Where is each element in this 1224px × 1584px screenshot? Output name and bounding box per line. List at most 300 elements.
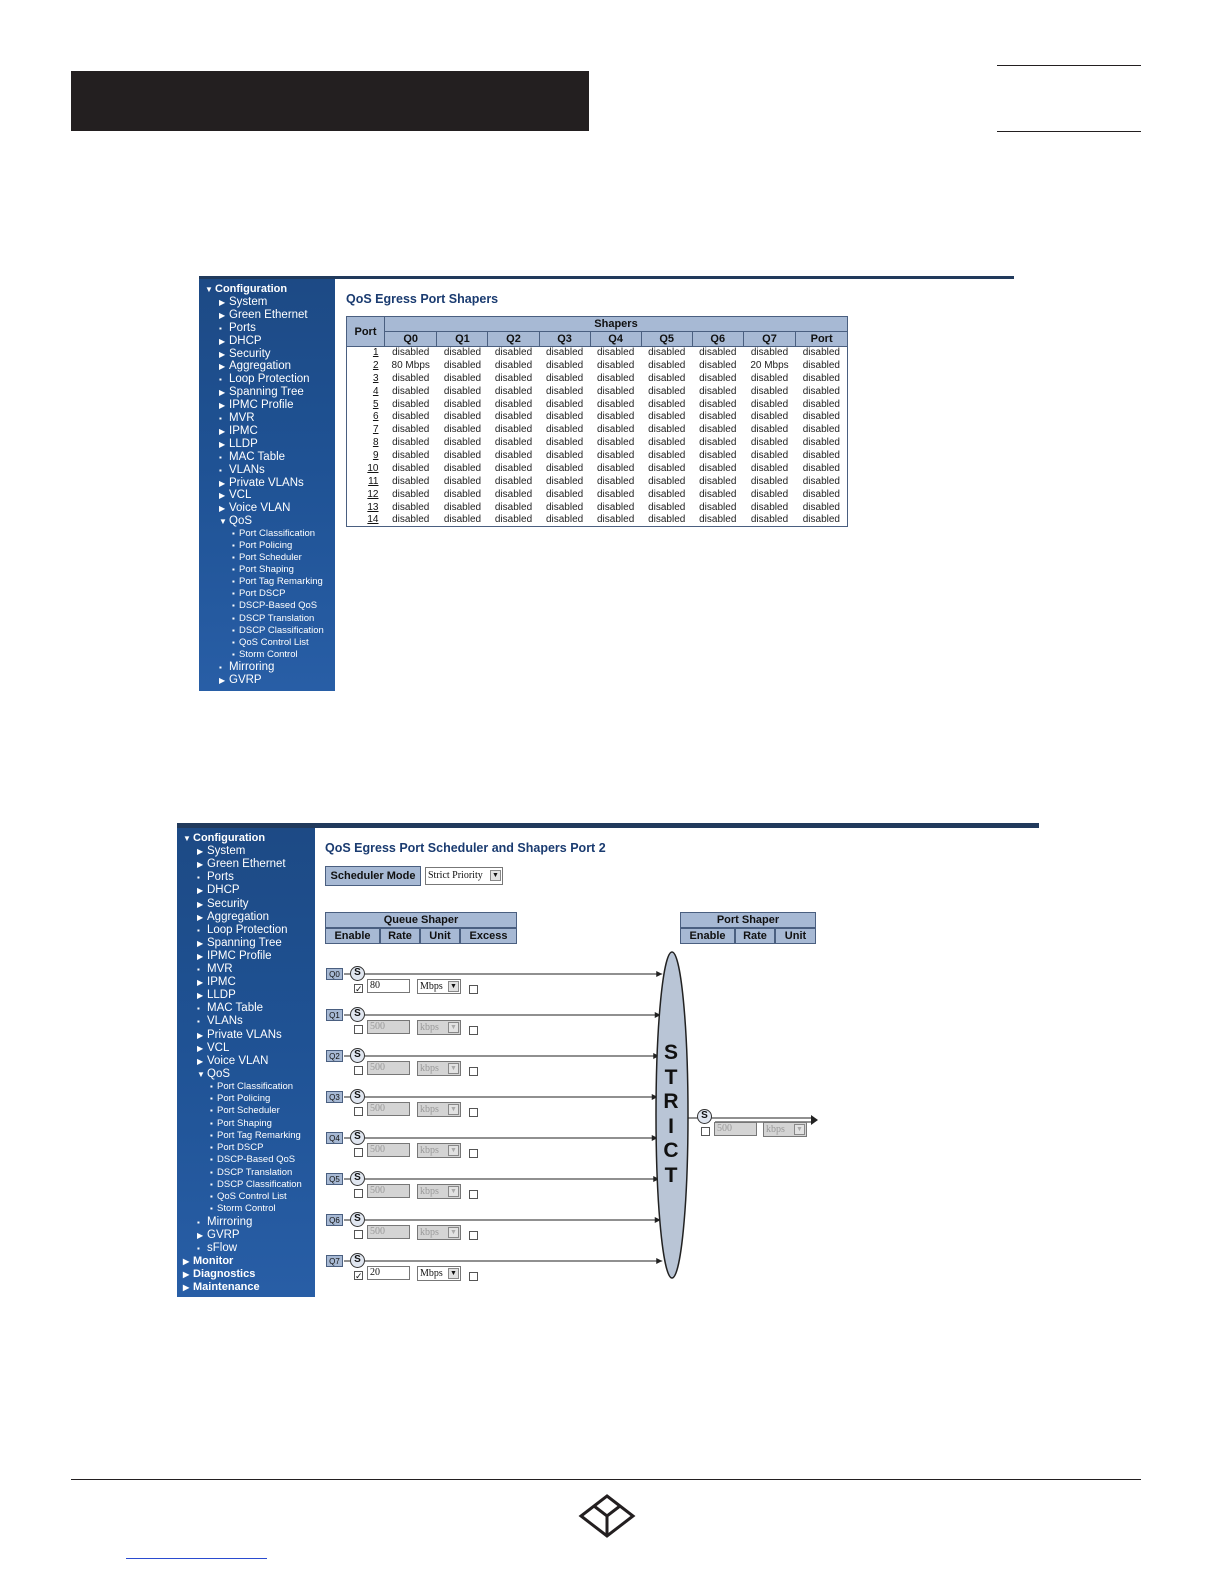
strict-letter: R: [663, 1090, 679, 1113]
nav-item-dhcp-label: DHCP: [229, 334, 262, 347]
shaper-cell: disabled: [750, 398, 789, 410]
shaper-cell: disabled: [750, 437, 789, 449]
nav-item-loop-protection-label: Loop Protection: [207, 923, 288, 936]
bullet-icon: ▪: [232, 613, 235, 623]
nav-item-ports[interactable]: [219, 322, 256, 334]
shaper-cell: disabled: [597, 411, 635, 423]
bullet-icon: ▪: [197, 925, 200, 935]
port-link[interactable]: 6: [372, 411, 379, 423]
shaper-cell: disabled: [597, 450, 635, 462]
nav-item-lldp-label: LLDP: [229, 437, 258, 450]
shaper-cell: disabled: [392, 450, 430, 462]
nav-subitem-port-shaping-label: Port Shaping: [217, 1117, 272, 1129]
column-header-q4: Q4: [590, 332, 641, 347]
nav-item-ipmc-profile[interactable]: [219, 399, 294, 411]
bullet-icon: ▪: [197, 1004, 200, 1014]
queue-unit-select[interactable]: [417, 1061, 461, 1076]
nav-item-qos-label: QoS: [207, 1067, 231, 1080]
company-logo: [578, 1493, 636, 1539]
shaper-cell: disabled: [750, 385, 789, 397]
table-row: [347, 385, 848, 398]
nav-item-spanning-tree-label: Spanning Tree: [207, 936, 282, 949]
shaper-cell: disabled: [648, 462, 686, 474]
nav-item-private-vlans[interactable]: [219, 477, 304, 489]
shaper-cell: disabled: [545, 437, 584, 449]
shaper-cell: disabled: [648, 514, 686, 526]
nav-item-dhcp[interactable]: [219, 335, 262, 347]
shaper-cell: disabled: [392, 398, 430, 410]
shaper-cell: disabled: [802, 514, 840, 526]
shaper-cell: disabled: [545, 359, 584, 371]
shaper-cell: disabled: [802, 450, 840, 462]
shaper-cell: disabled: [648, 437, 686, 449]
queue-unit-value: kbps: [420, 1104, 439, 1115]
queue-enable-checkbox[interactable]: [354, 1066, 363, 1075]
queue-rows: [177, 823, 1039, 1297]
queue-unit-select[interactable]: [417, 1143, 461, 1158]
shaper-cell: disabled: [597, 372, 635, 384]
arrow-right-icon: ▶: [219, 388, 226, 398]
arrow-right-icon: ▶: [197, 886, 204, 896]
port-shaper-unit-select[interactable]: [763, 1122, 807, 1137]
nav-subitem-port-dscp[interactable]: [232, 588, 285, 599]
shaper-cell: 20 Mbps: [750, 359, 789, 371]
queue-label-q6: Q6: [326, 1214, 343, 1226]
nav-item-ports-label: Ports: [207, 871, 234, 884]
chevron-down-icon: ▼: [448, 981, 459, 992]
nav-item-mvr-label: MVR: [207, 963, 233, 975]
column-header-rate: Rate: [380, 928, 420, 944]
shaper-cell: disabled: [443, 372, 482, 384]
table-row: [347, 501, 848, 514]
queue-label-q2: Q2: [326, 1050, 343, 1062]
nav-item-green-ethernet-label: Green Ethernet: [229, 308, 308, 321]
bullet-icon: ▪: [232, 565, 235, 575]
shaper-cell: disabled: [648, 398, 686, 410]
nav-item-vlans[interactable]: [219, 464, 265, 476]
port-link[interactable]: 9: [372, 450, 379, 462]
table-row: [347, 424, 848, 437]
arrow-down-icon: ▼: [183, 834, 191, 843]
nav-subitem-port-shaping-label: Port Shaping: [239, 564, 294, 576]
nav-item-mirroring-label: Mirroring: [229, 660, 275, 673]
arrow-right-icon: ▶: [219, 310, 226, 320]
nav-item-ipmc[interactable]: [219, 425, 258, 437]
shaper-cell: disabled: [699, 424, 737, 436]
nav-configuration-label: Configuration: [193, 832, 266, 844]
shaper-symbol: S: [350, 1171, 365, 1186]
shaper-cell: disabled: [443, 488, 482, 500]
shaper-cell: disabled: [802, 437, 840, 449]
arrow-right-icon: ▶: [219, 439, 226, 449]
shaper-cell: disabled: [443, 437, 482, 449]
nav-sidebar: [199, 279, 335, 691]
queue-enable-checkbox[interactable]: [354, 1107, 363, 1116]
bullet-icon: ▪: [232, 553, 235, 563]
queue-rate-input[interactable]: 500: [367, 1225, 410, 1239]
queue-unit-select[interactable]: [417, 1184, 461, 1199]
nav-item-gvrp-label: GVRP: [229, 673, 262, 686]
nav-subitem-dscp-classification[interactable]: [232, 625, 324, 636]
arrow-right-icon: ▶: [219, 349, 226, 359]
shaper-cell: disabled: [443, 501, 482, 513]
page-title: QoS Egress Port Scheduler and Shapers Port 2: [325, 841, 606, 855]
nav-item-system-label: System: [207, 845, 246, 858]
arrow-right-icon: ▶: [197, 951, 204, 961]
nav-subitem-port-shaping[interactable]: [232, 564, 294, 575]
shaper-cell: disabled: [443, 385, 482, 397]
shaper-cell: 80 Mbps: [391, 359, 430, 371]
bullet-icon: ▪: [210, 1094, 213, 1104]
arrow-right-icon: ▶: [219, 297, 226, 307]
nav-subitem-port-tag-remarking-label: Port Tag Remarking: [217, 1129, 301, 1141]
nav-item-vcl-label: VCL: [207, 1041, 230, 1054]
queue-excess-checkbox[interactable]: [469, 1067, 478, 1076]
shaper-cell: disabled: [750, 450, 789, 462]
arrow-down-icon: ▼: [197, 1069, 205, 1079]
shaper-cell: disabled: [392, 488, 430, 500]
queue-unit-value: Mbps: [420, 981, 443, 992]
chevron-down-icon: ▼: [448, 1145, 459, 1156]
table-row: [347, 514, 848, 527]
shaper-cell: disabled: [802, 475, 840, 487]
strict-letter: I: [668, 1114, 674, 1138]
nav-item-security-label: Security: [207, 897, 249, 910]
queue-rate-input[interactable]: 500: [367, 1184, 410, 1198]
arrow-right-icon: ▶: [197, 978, 204, 988]
nav-subitem-port-scheduler[interactable]: [232, 552, 302, 563]
nav-item-mac-table-label: MAC Table: [229, 450, 286, 463]
queue-label-q0: Q0: [326, 968, 343, 980]
scheduler-mode-label: Scheduler Mode: [325, 866, 421, 886]
arrow-right-icon: ▶: [183, 1256, 190, 1266]
shaper-cell: disabled: [597, 488, 635, 500]
nav-item-aggregation-label: Aggregation: [229, 360, 292, 373]
bullet-icon: ▪: [219, 414, 222, 423]
shaper-cell: disabled: [699, 437, 737, 449]
queue-label-q1: Q1: [326, 1009, 343, 1021]
shaper-cell: disabled: [443, 411, 482, 423]
nav-subitem-port-policing-label: Port Policing: [217, 1093, 271, 1105]
arrow-right-icon: ▶: [219, 675, 226, 685]
column-header-enable: Enable: [325, 928, 380, 944]
shaper-cell: disabled: [494, 385, 533, 397]
shaper-cell: disabled: [494, 462, 533, 474]
nav-item-mirroring[interactable]: [219, 661, 274, 673]
nav-item-mac-table[interactable]: [219, 451, 285, 463]
table-row: [347, 372, 848, 385]
shaper-cell: disabled: [699, 475, 737, 487]
port-shaper-enable-checkbox[interactable]: [701, 1127, 710, 1136]
nav-subitem-dscp-translation[interactable]: [232, 613, 314, 624]
nav-subitem-storm-control[interactable]: [232, 649, 298, 660]
column-header-q6: Q6: [692, 332, 743, 347]
shapers-table: [346, 316, 848, 527]
table-row: [347, 463, 848, 476]
shaper-cell: disabled: [494, 411, 533, 423]
port-shaper-rate-input[interactable]: 500: [714, 1122, 757, 1136]
port-link[interactable]: 10: [367, 462, 379, 474]
shaper-cell: disabled: [648, 372, 686, 384]
queue-unit-select[interactable]: [417, 1266, 461, 1281]
queue-unit-select[interactable]: [417, 979, 461, 994]
shaper-cell: disabled: [802, 398, 840, 410]
nav-item-ipmc-profile-label: IPMC Profile: [229, 399, 294, 412]
bullet-icon: ▪: [232, 649, 235, 659]
column-header-excess: Excess: [460, 928, 517, 944]
chevron-down-icon: ▼: [448, 1104, 459, 1115]
nav-subitem-port-classification-label: Port Classification: [239, 528, 316, 540]
nav-item-lldp-label: LLDP: [207, 989, 236, 1002]
nav-item-security-label: Security: [229, 347, 271, 360]
nav-item-sflow-label: sFlow: [207, 1241, 238, 1254]
shaper-cell: disabled: [750, 514, 789, 526]
shaper-cell: disabled: [443, 462, 482, 474]
shaper-cell: disabled: [802, 372, 840, 384]
nav-item-mirroring-label: Mirroring: [207, 1215, 253, 1228]
arrow-right-icon: ▶: [183, 1283, 190, 1293]
queue-label-q7: Q7: [326, 1255, 343, 1267]
arrow-right-icon: ▶: [197, 1030, 204, 1040]
shaper-cell: disabled: [597, 359, 635, 371]
shaper-cell: disabled: [545, 475, 584, 487]
queue-excess-checkbox[interactable]: [469, 1149, 478, 1158]
screenshot-port-scheduler-shapers: [177, 823, 1039, 1297]
queue-rate-input[interactable]: 500: [367, 1102, 410, 1116]
bullet-icon: ▪: [210, 1179, 213, 1189]
shaper-cell: disabled: [699, 347, 737, 359]
nav-item-loop-protection[interactable]: [219, 373, 310, 385]
header-rule-bottom: [997, 131, 1141, 132]
arrow-right-icon: ▶: [219, 401, 226, 411]
bullet-icon: ▪: [210, 1143, 213, 1153]
bullet-icon: ▪: [210, 1167, 213, 1177]
shaper-cell: disabled: [494, 359, 533, 371]
nav-item-ports-label: Ports: [229, 321, 256, 334]
nav-item-qos[interactable]: [219, 515, 252, 527]
arrow-right-icon: ▶: [219, 336, 226, 346]
queue-unit-value: kbps: [420, 1145, 439, 1156]
nav-item-mvr[interactable]: [219, 412, 255, 424]
nav-item-system[interactable]: [219, 296, 267, 308]
bullet-icon: ▪: [232, 529, 235, 539]
bullet-icon: ▪: [219, 662, 222, 672]
footer-link-underline[interactable]: [126, 1558, 267, 1559]
queue-excess-checkbox[interactable]: [469, 1190, 478, 1199]
bullet-icon: ▪: [197, 1243, 200, 1253]
queue-enable-checkbox[interactable]: [354, 1189, 363, 1198]
header-rule-top: [997, 65, 1141, 66]
port-link[interactable]: 4: [372, 385, 379, 397]
column-header-rate: Rate: [735, 928, 775, 944]
shaper-cell: disabled: [699, 462, 737, 474]
strict-letter: T: [664, 1065, 678, 1089]
queue-rate-input[interactable]: 500: [367, 1143, 410, 1157]
shaper-cell: disabled: [648, 424, 686, 436]
queue-rate-input[interactable]: 80: [367, 979, 410, 993]
nav-item-vlans-label: VLANs: [207, 1015, 243, 1028]
shaper-symbol: S: [350, 1007, 365, 1022]
shaper-cell: disabled: [699, 359, 737, 371]
shaper-cell: disabled: [494, 398, 533, 410]
nav-subitem-port-dscp-label: Port DSCP: [217, 1142, 264, 1154]
shaper-cell: disabled: [750, 488, 789, 500]
shaper-cell: disabled: [392, 501, 430, 513]
port-link[interactable]: 7: [372, 424, 379, 436]
shaper-cell: disabled: [545, 424, 584, 436]
shaper-cell: disabled: [443, 514, 482, 526]
bullet-icon: ▪: [197, 1017, 200, 1027]
chevron-down-icon: ▼: [448, 1268, 459, 1279]
column-header-q0: Q0: [385, 332, 437, 347]
column-header-enable: Enable: [680, 928, 735, 944]
shaper-symbol: S: [350, 966, 365, 981]
shaper-cell: disabled: [392, 411, 430, 423]
nav-item-loop-protection-label: Loop Protection: [229, 373, 310, 386]
nav-item-vcl[interactable]: [219, 489, 251, 501]
shaper-cell: disabled: [699, 488, 737, 500]
shaper-cell: disabled: [648, 488, 686, 500]
arrow-right-icon: ▶: [219, 504, 226, 514]
queue-excess-checkbox[interactable]: [469, 985, 478, 994]
shaper-cell: disabled: [392, 347, 430, 359]
nav-subitem-dscp-based-qos[interactable]: [232, 600, 317, 611]
strict-letter: S: [663, 1041, 678, 1064]
bullet-icon: ▪: [210, 1081, 213, 1091]
nav-item-voice-vlan[interactable]: [219, 502, 290, 514]
nav-item-green-ethernet[interactable]: [219, 309, 308, 321]
shaper-cell: disabled: [699, 450, 737, 462]
nav-section-diagnostics-label: Diagnostics: [193, 1268, 256, 1281]
nav-subitem-port-policing[interactable]: [232, 540, 292, 551]
nav-subitem-port-tag-remarking[interactable]: [232, 576, 323, 587]
queue-excess-checkbox[interactable]: [469, 1108, 478, 1117]
column-header-unit: Unit: [420, 928, 460, 944]
arrow-right-icon: ▶: [197, 1056, 204, 1066]
nav-subitem-port-dscp-label: Port DSCP: [239, 588, 286, 600]
table-row: [347, 475, 848, 488]
nav-item-gvrp[interactable]: [219, 674, 262, 686]
port-link[interactable]: 13: [367, 501, 379, 513]
scheduler-mode-value: Strict Priority: [428, 870, 483, 881]
queue-unit-value: kbps: [420, 1063, 439, 1074]
queue-unit-select[interactable]: [417, 1102, 461, 1117]
shaper-cell: disabled: [802, 385, 840, 397]
nav-configuration[interactable]: [205, 283, 287, 295]
queue-enable-checkbox[interactable]: [354, 1148, 363, 1157]
queue-enable-checkbox[interactable]: ✓: [355, 984, 363, 994]
queue-excess-checkbox[interactable]: [469, 1026, 478, 1035]
nav-item-security[interactable]: [219, 348, 271, 360]
port-link[interactable]: 5: [372, 398, 379, 410]
shaper-cell: disabled: [750, 411, 789, 423]
chevron-down-icon: ▼: [448, 1186, 459, 1197]
shaper-cell: disabled: [545, 462, 584, 474]
nav-section-monitor-label: Monitor: [193, 1254, 234, 1267]
nav-subitem-port-classification[interactable]: [232, 528, 315, 539]
port-link[interactable]: 11: [368, 475, 379, 487]
nav-subitem-dscp-based-qos-label: DSCP-Based QoS: [217, 1154, 296, 1166]
nav-subitem-dscp-classification-label: DSCP Classification: [217, 1178, 302, 1190]
shaper-cell: disabled: [545, 411, 584, 423]
nav-item-voice-vlan-label: Voice VLAN: [229, 502, 291, 515]
shaper-cell: disabled: [545, 488, 584, 500]
arrow-down-icon: ▼: [205, 285, 213, 294]
port-link[interactable]: 8: [372, 437, 379, 449]
shaper-cell: disabled: [443, 359, 482, 371]
nav-item-spanning-tree[interactable]: [219, 386, 304, 398]
shaper-cell: disabled: [802, 462, 840, 474]
bullet-icon: ▪: [219, 323, 222, 333]
shaper-cell: disabled: [802, 411, 840, 423]
nav-subitem-port-classification-label: Port Classification: [217, 1080, 294, 1092]
port-link[interactable]: 1: [372, 347, 379, 359]
shaper-cell: disabled: [443, 398, 482, 410]
nav-item-aggregation[interactable]: [219, 360, 291, 372]
arrow-right-icon: ▶: [219, 362, 226, 372]
bullet-icon: ▪: [210, 1192, 213, 1202]
arrow-right-icon: ▶: [197, 1043, 204, 1053]
shaper-cell: disabled: [699, 514, 737, 526]
shaper-cell: disabled: [648, 501, 686, 513]
arrow-right-icon: ▶: [219, 491, 226, 501]
shaper-cell: disabled: [597, 437, 635, 449]
shaper-cell: disabled: [750, 372, 789, 384]
shaper-cell: disabled: [597, 514, 635, 526]
bullet-icon: ▪: [219, 452, 222, 462]
port-link[interactable]: 2: [372, 359, 379, 371]
shaper-cell: disabled: [392, 514, 430, 526]
shaper-cell: disabled: [648, 411, 686, 423]
queue-enable-checkbox[interactable]: [354, 1230, 363, 1239]
arrow-right-icon: ▶: [197, 860, 204, 870]
nav-subitem-dscp-translation-label: DSCP Translation: [239, 612, 315, 624]
shaper-cell: disabled: [750, 501, 789, 513]
chevron-down-icon: ▼: [490, 870, 501, 881]
nav-item-mac-table-label: MAC Table: [207, 1002, 264, 1015]
queue-enable-checkbox[interactable]: ✓: [355, 1271, 363, 1281]
queue-enable-checkbox[interactable]: [354, 1025, 363, 1034]
shaper-cell: disabled: [597, 385, 635, 397]
queue-excess-checkbox[interactable]: [469, 1231, 478, 1240]
queue-rate-input[interactable]: 20: [367, 1266, 410, 1280]
shaper-cell: disabled: [648, 347, 686, 359]
nav-item-voice-vlan-label: Voice VLAN: [207, 1054, 269, 1067]
shaper-cell: disabled: [597, 347, 635, 359]
queue-rate-input[interactable]: 500: [367, 1020, 410, 1034]
queue-label-q3: Q3: [326, 1091, 343, 1103]
nav-item-private-vlans-label: Private VLANs: [229, 476, 304, 489]
port-link[interactable]: 3: [372, 372, 379, 384]
shaper-cell: disabled: [597, 462, 635, 474]
nav-item-lldp[interactable]: [219, 438, 258, 450]
port-link[interactable]: 14: [367, 514, 379, 526]
bullet-icon: ▪: [197, 873, 200, 883]
queue-unit-select[interactable]: [417, 1225, 461, 1240]
port-link[interactable]: 12: [367, 488, 379, 500]
column-header-unit: Unit: [775, 928, 816, 944]
port-shaper-symbol: S: [697, 1109, 712, 1124]
bullet-icon: ▪: [210, 1130, 213, 1140]
bullet-icon: ▪: [197, 965, 200, 974]
nav-subitem-qos-control-list[interactable]: [232, 637, 309, 648]
bullet-icon: ▪: [232, 589, 235, 599]
queue-rate-input[interactable]: 500: [367, 1061, 410, 1075]
queue-excess-checkbox[interactable]: [469, 1272, 478, 1281]
port-column-header: Port: [347, 317, 385, 347]
shaper-symbol: S: [350, 1253, 365, 1268]
queue-unit-select[interactable]: [417, 1020, 461, 1035]
